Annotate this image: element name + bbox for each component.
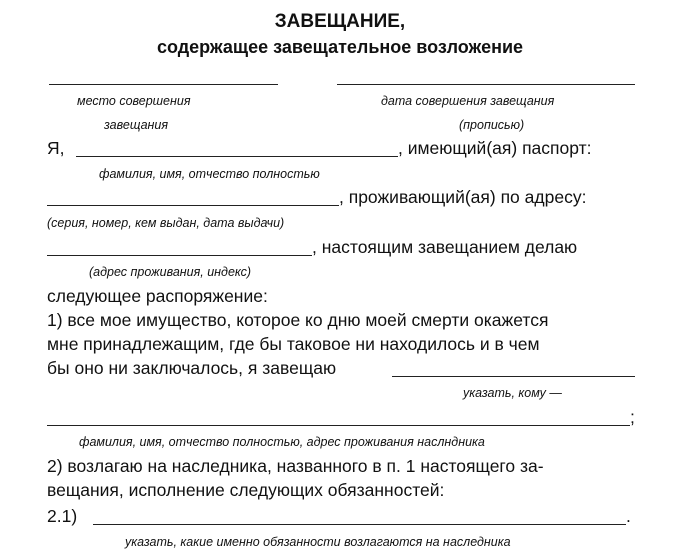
duties-caption: указать, какие именно обязанности возлагаются на наследника — [125, 535, 511, 549]
text-semicolon: ; — [630, 407, 635, 427]
text-period: . — [626, 506, 631, 526]
heir-blank-line — [47, 425, 630, 426]
place-blank-line — [49, 84, 278, 85]
heir-caption: фамилия, имя, отчество полностью, адрес проживания наслндника — [79, 435, 485, 449]
text-p2-line2: вещания, исполнение следующих обязанностей: — [47, 480, 445, 500]
text-passport: , имеющий(ая) паспорт: — [398, 138, 592, 158]
passport-caption: (серия, номер, кем выдан, дата выдачи) — [47, 216, 285, 230]
text-i: Я, — [47, 138, 65, 158]
date-caption-2: (прописью) — [459, 118, 525, 132]
passport-blank-line — [47, 205, 339, 206]
text-p21: 2.1) — [47, 506, 78, 526]
text-p2-line1: 2) возлагаю на наследника, названного в п. 1 настоящего за- — [47, 456, 544, 476]
document-title: ЗАВЕЩАНИЕ, — [274, 11, 406, 32]
place-caption-1: место совершения — [77, 94, 191, 108]
fio-caption: фамилия, имя, отчество полностью — [99, 167, 320, 181]
beneficiary-blank-line — [392, 376, 635, 377]
text-residing: , проживающий(ая) по адресу: — [339, 187, 587, 207]
document-subtitle: содержащее завещательное возложение — [156, 37, 524, 57]
date-blank-line — [337, 84, 635, 85]
text-will-make: , настоящим завещанием делаю — [312, 237, 578, 257]
text-p1-line2: мне принадлежащим, где бы таковое ни находилось и в чем — [47, 334, 540, 354]
text-p1-line3: бы оно ни заключалось, я завещаю — [47, 358, 337, 378]
duties-blank-line — [93, 524, 626, 525]
date-caption-1: дата совершения завещания — [381, 94, 555, 108]
place-caption-2: завещания — [104, 118, 169, 132]
address-blank-line — [47, 255, 312, 256]
text-p1-line1: 1) все мое имущество, которое ко дню моей смерти окажется — [47, 310, 549, 330]
address-caption: (адрес проживания, индекс) — [89, 265, 252, 279]
whom-caption: указать, кому — — [463, 386, 562, 400]
fio-blank-line — [76, 156, 398, 157]
text-following: следующее распоряжение: — [47, 286, 268, 306]
